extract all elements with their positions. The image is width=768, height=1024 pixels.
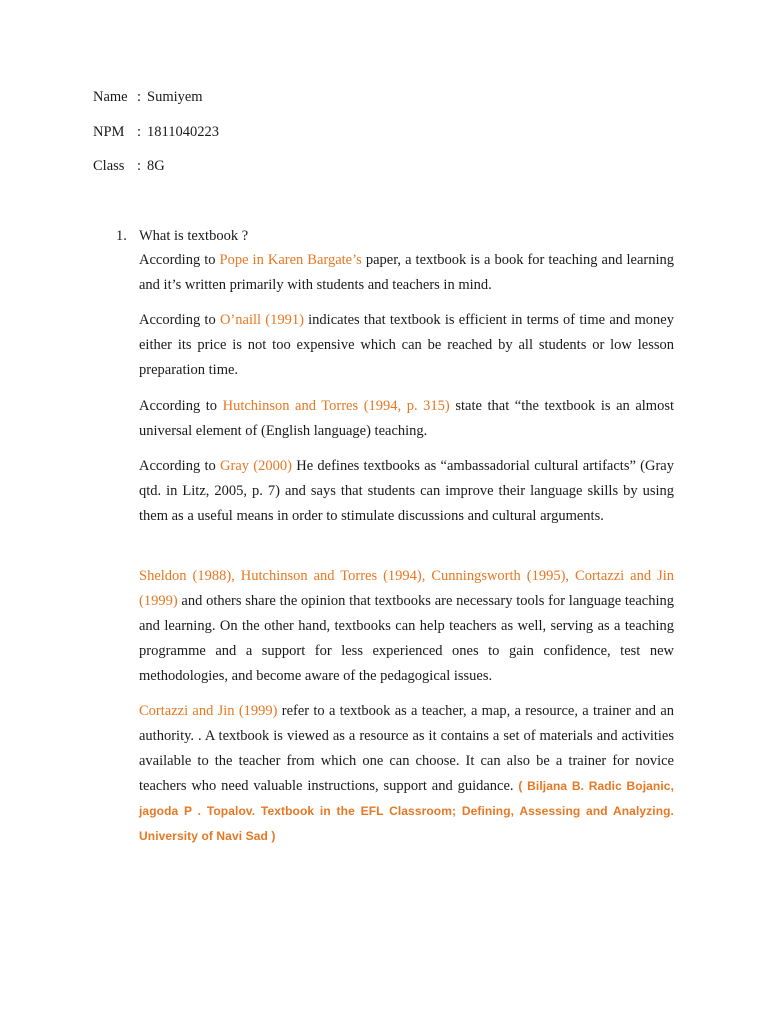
paragraph-4-text: He defines textbooks as “ambassadorial cultural artifacts” (Gray qtd. in Litz, 2005, p. 7) and says that students can improve their language skills by using them as a useful means in order to stimulate discussions and cultural arguments. xyxy=(139,458,674,524)
question-title: What is textbook ? xyxy=(139,228,249,244)
paragraph-4 xyxy=(139,454,674,529)
citation-pope-bargate: Pope in Karen Bargate’s xyxy=(219,252,362,268)
paragraph-1 xyxy=(139,248,674,298)
source-reference: ( Biljana B. Radic Bojanic, jagoda P . Topalov. Textbook in the EFL Classroom; Defining, Assessing and Analyzing. University of Navi Sad ) xyxy=(139,779,674,843)
paragraph-1-pre: According to xyxy=(139,252,220,268)
paragraph-3 xyxy=(139,394,674,444)
question-number: 1. xyxy=(116,228,127,244)
class-value: 8G xyxy=(147,158,165,174)
npm-label: NPM xyxy=(93,124,125,140)
npm-value: 1811040223 xyxy=(147,124,219,140)
paragraph-2 xyxy=(139,308,674,383)
npm-row xyxy=(93,122,219,142)
class-label: Class xyxy=(93,158,125,174)
name-label: Name xyxy=(93,89,128,105)
name-row xyxy=(93,87,203,107)
name-value: Sumiyem xyxy=(147,89,203,105)
paragraph-2-pre: According to xyxy=(139,312,220,328)
paragraph-2-text: indicates that textbook is efficient in terms of time and money either its price is not too expensive which can be reached by all students or low lesson preparation time. xyxy=(139,312,674,378)
npm-separator: : xyxy=(137,124,142,140)
citation-gray: Gray (2000) xyxy=(220,458,292,474)
class-separator: : xyxy=(137,158,142,174)
name-separator: : xyxy=(137,89,142,105)
citation-hutchinson-torres: Hutchinson and Torres (1994, p. 315) xyxy=(222,398,450,414)
paragraph-5 xyxy=(139,564,674,689)
paragraph-4-pre: According to xyxy=(139,458,221,474)
class-row xyxy=(93,156,165,176)
citation-onaill: O’naill (1991) xyxy=(219,312,304,328)
paragraph-6-text: refer to a textbook as a teacher, a map, a resource, a trainer and an authority. . A textbook is viewed as a resource as it contains a set of materials and activities available to the teacher from which one can choose. It can also be a trainer for novice teachers who need valuable instructions, support and guidance. xyxy=(139,703,675,794)
paragraph-6 xyxy=(139,699,674,849)
citation-group: Sheldon (1988), Hutchinson and Torres (1994), Cunningsworth (1995), Cortazzi and Jin (1999) xyxy=(139,568,674,609)
citation-cortazzi-jin: Cortazzi and Jin (1999) xyxy=(139,703,278,719)
paragraph-5-text: and others share the opinion that textbooks are necessary tools for language teaching and learning. On the other hand, textbooks can help teachers as well, serving as a teaching programme and a support for less experienced ones to gain confidence, test new methodologies, and become aware of the pedagogical issues. xyxy=(139,593,674,684)
paragraph-1-text: paper, a textbook is a book for teaching and learning and it’s written primarily with students and teachers in mind. xyxy=(139,252,675,293)
paragraph-3-text: state that “the textbook is an almost universal element of (English language) teaching. xyxy=(139,398,674,439)
paragraph-3-pre: According to xyxy=(139,398,223,414)
